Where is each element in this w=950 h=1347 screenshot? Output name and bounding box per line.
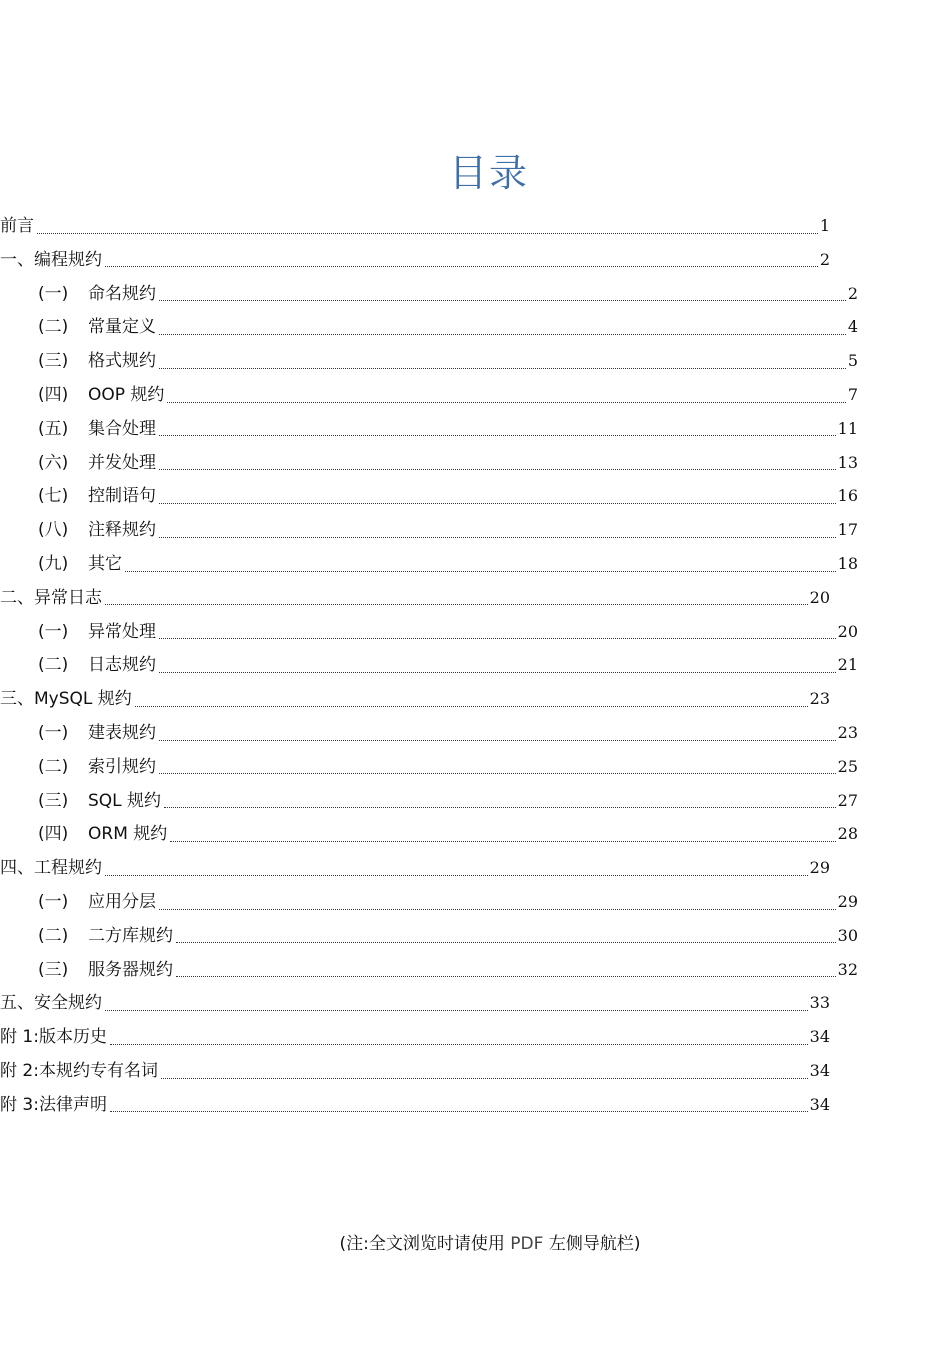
toc-entry-page-number: 29 (837, 892, 858, 911)
toc-entry-title: 法律声明 (38, 1094, 107, 1115)
toc-entry-number: 三、 (0, 689, 34, 710)
toc-entry[interactable] (0, 920, 858, 952)
toc-entry-title: 异常日志 (34, 587, 102, 608)
toc-entry-page-number: 20 (809, 587, 830, 607)
toc-entry-number: (二) (38, 655, 69, 676)
toc-entry-number: (二) (38, 756, 69, 777)
toc-entry-number: 二、 (0, 587, 34, 608)
toc-entry-title: 前言 (0, 216, 34, 236)
toc-entry-number: (五) (38, 418, 69, 439)
toc-entry[interactable] (0, 818, 858, 850)
toc-entry-page-number: 5 (847, 351, 858, 371)
toc-entry-title: 应用分层 (88, 892, 156, 912)
footnote-pdf: PDF (510, 1234, 544, 1254)
toc-entry[interactable] (0, 785, 858, 817)
toc-entry-page-number: 34 (809, 1094, 830, 1114)
toc-entry-page-number: 17 (837, 520, 858, 540)
toc-entry[interactable] (0, 311, 858, 343)
toc-entry[interactable] (0, 1055, 830, 1087)
toc-entry-title: 常量定义 (88, 317, 156, 338)
toc-entry-title: 服务器规约 (88, 959, 173, 980)
toc-entry-title: 工程规约 (34, 858, 102, 879)
toc-dot-leader (170, 841, 835, 842)
toc-entry-title: 索引规约 (88, 756, 156, 777)
toc-entry-number: (一) (38, 283, 69, 304)
toc-entry-page-number: 30 (837, 925, 858, 945)
toc-entry[interactable] (0, 447, 858, 479)
toc-entry-title: 异常处理 (88, 621, 156, 642)
toc-dot-leader (135, 706, 808, 707)
toc-entry[interactable] (0, 413, 858, 445)
toc-entry[interactable] (0, 954, 858, 986)
toc-entry-page-number: 13 (837, 452, 858, 472)
toc-entry[interactable] (0, 379, 858, 411)
toc-entry-number: (四) (38, 385, 69, 405)
toc-dot-leader (105, 604, 808, 605)
toc-dot-leader (159, 909, 836, 910)
toc-entry-page-number: 2 (847, 283, 858, 303)
toc-entry[interactable] (0, 616, 858, 648)
toc-dot-leader (105, 1010, 808, 1011)
toc-entry[interactable] (0, 244, 830, 276)
toc-dot-leader (37, 233, 818, 234)
toc-entry-title: ORM 规约 (88, 824, 168, 845)
toc-dot-leader (159, 638, 836, 639)
toc-entry-number: 四、 (0, 858, 34, 879)
toc-dot-leader (105, 875, 808, 876)
toc-entry-title: 建表规约 (88, 723, 156, 743)
footnote-text-after: 左侧导航栏) (543, 1234, 641, 1254)
toc-entry-page-number: 33 (809, 993, 830, 1013)
toc-dot-leader (159, 537, 836, 538)
toc-dot-leader (110, 1044, 808, 1045)
toc-entry-page-number: 7 (847, 385, 858, 404)
toc-dot-leader (159, 503, 836, 504)
toc-entry-number: (一) (38, 892, 69, 912)
toc-entry-number: 一、 (0, 249, 34, 270)
toc-entry-page-number: 32 (837, 959, 858, 979)
toc-entry-page-number: 27 (837, 790, 858, 810)
toc-entry[interactable] (0, 210, 830, 242)
toc-entry-page-number: 16 (837, 486, 858, 506)
toc-entry-number: (三) (38, 351, 69, 372)
toc-entry[interactable] (0, 480, 858, 512)
toc-entry-title: SQL 规约 (88, 790, 162, 811)
toc-entry-title: 安全规约 (34, 993, 102, 1014)
toc-entry-page-number: 2 (819, 249, 830, 269)
toc-dot-leader (167, 402, 845, 403)
toc-entry-page-number: 34 (809, 1061, 830, 1080)
toc-entry-page-number: 25 (837, 756, 858, 776)
toc-entry[interactable] (0, 548, 858, 580)
toc-dot-leader (159, 334, 846, 335)
toc-entry-title: 二方库规约 (88, 925, 173, 946)
toc-entry-title: 并发处理 (88, 452, 156, 473)
footnote (0, 1230, 950, 1258)
toc-entry[interactable] (0, 1089, 830, 1121)
toc-dot-leader (159, 368, 846, 369)
toc-entry-title: 集合处理 (88, 418, 156, 439)
toc-entry-title: 其它 (88, 554, 122, 574)
toc-entry[interactable] (0, 852, 830, 884)
toc-entry-page-number: 34 (809, 1027, 830, 1047)
toc-entry-number: (二) (38, 317, 69, 338)
toc-entry-page-number: 29 (809, 858, 830, 878)
toc-entry[interactable] (0, 1021, 830, 1053)
toc-entry-page-number: 23 (809, 689, 830, 709)
toc-entry-title: 注释规约 (88, 520, 156, 541)
toc-dot-leader (176, 942, 836, 943)
toc-entry-number: (九) (38, 554, 69, 574)
toc-dot-leader (161, 1078, 808, 1079)
toc-entry-title: 编程规约 (34, 249, 102, 270)
toc-entry-title: OOP 规约 (88, 385, 165, 405)
toc-dot-leader (159, 469, 836, 470)
toc-entry-title: MySQL 规约 (34, 689, 132, 710)
toc-entry-number: 附 2: (0, 1061, 39, 1081)
toc-entry[interactable] (0, 751, 858, 783)
toc-entry-number: (三) (38, 790, 69, 811)
toc-entry-title: 控制语句 (88, 486, 156, 507)
toc-entry-number: (二) (38, 925, 69, 946)
toc-entry-title: 版本历史 (38, 1027, 107, 1048)
toc-entry-page-number: 28 (837, 824, 858, 844)
toc-entry-page-number: 18 (837, 554, 858, 573)
toc-entry[interactable] (0, 345, 858, 377)
footnote-text-before: (注:全文浏览时请使用 (339, 1234, 511, 1254)
toc-dot-leader (105, 266, 818, 267)
toc-entry-number: (三) (38, 959, 69, 980)
page-title: 目录 (448, 151, 529, 195)
toc-dot-leader (176, 976, 836, 977)
toc-entry[interactable] (0, 987, 830, 1019)
toc-dot-leader (125, 571, 836, 572)
toc-dot-leader (164, 807, 836, 808)
toc-dot-leader (159, 435, 836, 436)
toc-dot-leader (159, 672, 836, 673)
toc-entry-page-number: 20 (837, 621, 858, 641)
toc-entry-number: 附 1: (0, 1027, 39, 1048)
toc-entry[interactable] (0, 886, 858, 918)
toc-dot-leader (159, 300, 846, 301)
toc-entry-page-number: 4 (847, 317, 858, 337)
toc-entry-number: 附 3: (0, 1094, 39, 1115)
toc-dot-leader (159, 773, 836, 774)
toc-entry[interactable] (0, 649, 858, 681)
toc-entry-number: (七) (38, 486, 69, 507)
toc-entry[interactable] (0, 278, 858, 310)
toc-entry[interactable] (0, 582, 830, 614)
toc-entry[interactable] (0, 683, 830, 715)
toc-entry-page-number: 11 (837, 418, 858, 438)
toc-entry-title: 命名规约 (88, 283, 156, 304)
toc-entry-number: (一) (38, 621, 69, 642)
toc-dot-leader (110, 1111, 808, 1112)
toc-entry[interactable] (0, 514, 858, 546)
toc-entry-title: 日志规约 (88, 655, 156, 676)
toc-entry-title: 本规约专有名词 (38, 1061, 158, 1081)
toc-dot-leader (159, 740, 836, 741)
toc-entry-number: (四) (38, 824, 69, 845)
toc-entry[interactable] (0, 717, 858, 749)
toc-entry-number: (六) (38, 452, 69, 473)
toc-entry-number: (八) (38, 520, 69, 541)
toc-entry-title: 格式规约 (88, 351, 156, 372)
toc-entry-page-number: 23 (837, 723, 858, 742)
toc-entry-number: (一) (38, 723, 69, 743)
toc-entry-page-number: 1 (819, 216, 830, 235)
toc-entry-number: 五、 (0, 993, 34, 1014)
toc-entry-page-number: 21 (837, 655, 858, 675)
